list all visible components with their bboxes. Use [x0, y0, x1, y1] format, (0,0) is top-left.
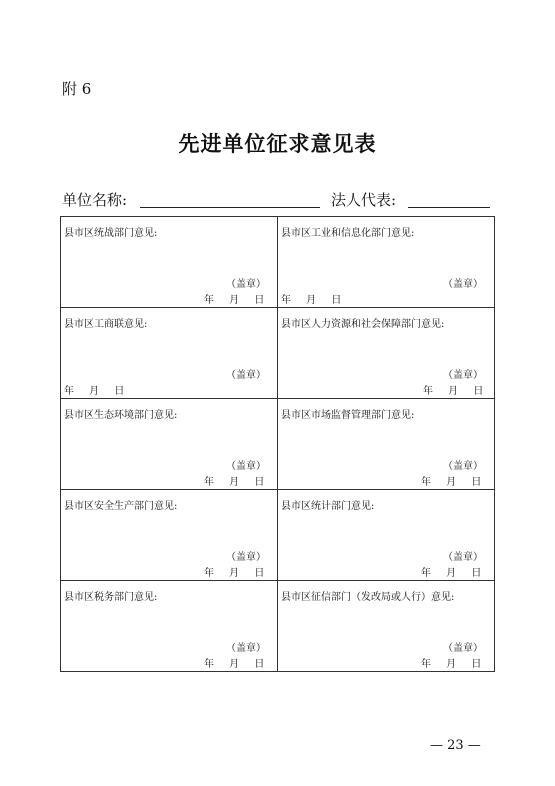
attachment-label: 附 6 — [62, 80, 92, 98]
table-row — [61, 399, 495, 490]
opinion-cell-credit[interactable] — [278, 581, 495, 672]
date-label: 年 月 日 — [421, 659, 482, 670]
seal-label: （盖章） — [443, 461, 483, 472]
seal-label: （盖章） — [226, 643, 266, 654]
cell-title: 县市区征信部门（发改局或人行）意见: — [281, 592, 455, 603]
opinion-cell-united-front[interactable] — [61, 217, 278, 308]
opinion-cell-tax[interactable] — [61, 581, 278, 672]
cell-title: 县市区工商联意见: — [64, 319, 148, 330]
cell-title: 县市区市场监督管理部门意见: — [281, 410, 415, 421]
date-label: 年 月 日 — [64, 386, 125, 397]
cell-title: 县市区工业和信息化部门意见: — [281, 228, 415, 239]
date-label: 年 月 日 — [204, 295, 265, 306]
cell-title: 县市区统战部门意见: — [64, 228, 158, 239]
opinion-cell-statistics[interactable] — [278, 490, 495, 581]
table-row — [61, 581, 495, 672]
opinion-cell-industry-it[interactable] — [278, 217, 495, 308]
cell-title: 县市区统计部门意见: — [281, 501, 375, 512]
seal-label: （盖章） — [443, 279, 483, 290]
page-title: 先进单位征求意见表 — [178, 131, 377, 156]
date-label: 年 月 日 — [423, 386, 484, 397]
date-label: 年 月 日 — [204, 477, 265, 488]
table-row — [61, 490, 495, 581]
opinion-cell-commerce-federation[interactable] — [61, 308, 278, 399]
seal-label: （盖章） — [443, 370, 483, 381]
seal-label: （盖章） — [443, 643, 483, 654]
legal-rep-label: 法人代表: — [331, 191, 397, 209]
unit-name-field[interactable] — [140, 207, 320, 208]
seal-label: （盖章） — [443, 552, 483, 563]
date-label: 年 月 日 — [204, 659, 265, 670]
seal-label: （盖章） — [226, 279, 266, 290]
opinion-cell-ecology[interactable] — [61, 399, 278, 490]
cell-title: 县市区生态环境部门意见: — [64, 410, 178, 421]
table-row — [61, 217, 495, 308]
date-label: 年 月 日 — [204, 568, 265, 579]
table-row — [61, 308, 495, 399]
opinion-cell-hr-social-security[interactable] — [278, 308, 495, 399]
date-label: 年 月 日 — [281, 295, 342, 306]
date-label: 年 月 日 — [421, 568, 482, 579]
seal-label: （盖章） — [226, 461, 266, 472]
page-number: — 23 — — [430, 738, 481, 753]
date-label: 年 月 日 — [421, 477, 482, 488]
cell-title: 县市区人力资源和社会保障部门意见: — [281, 319, 445, 330]
cell-title: 县市区安全生产部门意见: — [64, 501, 178, 512]
opinion-table — [60, 216, 495, 672]
cell-title: 县市区税务部门意见: — [64, 592, 158, 603]
unit-name-label: 单位名称: — [62, 191, 128, 209]
legal-rep-field[interactable] — [408, 207, 490, 208]
opinion-cell-market-supervision[interactable] — [278, 399, 495, 490]
seal-label: （盖章） — [226, 370, 266, 381]
opinion-cell-work-safety[interactable] — [61, 490, 278, 581]
seal-label: （盖章） — [226, 552, 266, 563]
